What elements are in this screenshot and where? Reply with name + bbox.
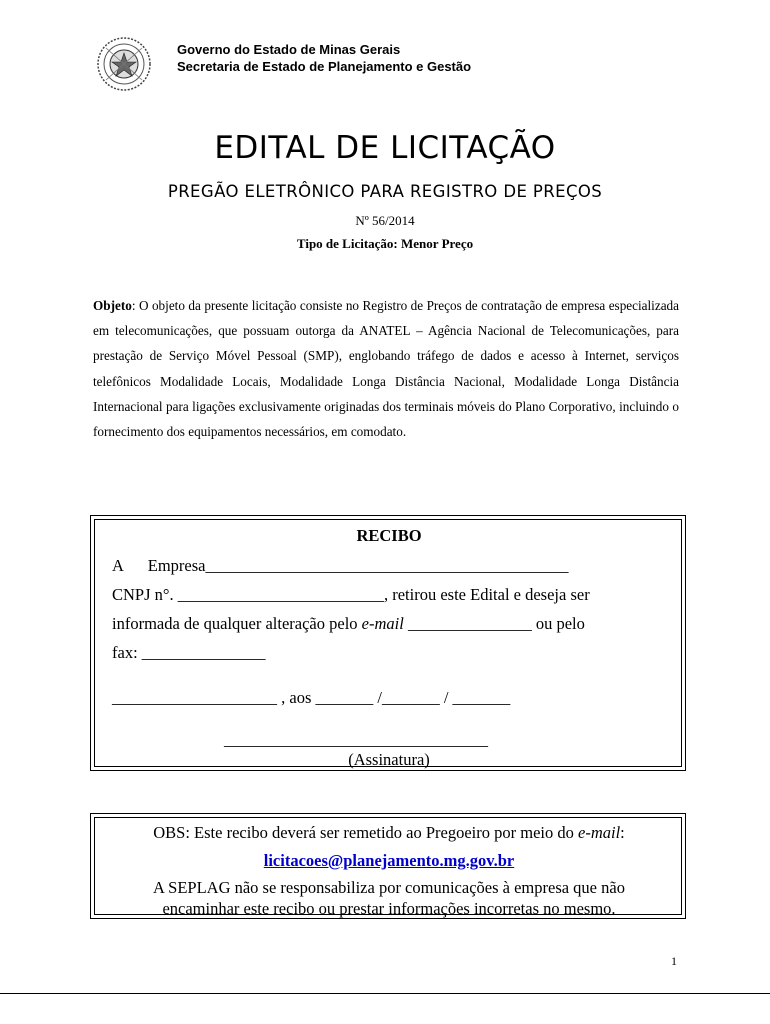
licitacao-type: Tipo de Licitação: Menor Preço xyxy=(296,236,474,251)
state-seal-icon xyxy=(96,36,152,92)
obs-email-line xyxy=(91,851,687,871)
recibo-signature-line: ________________________________ xyxy=(224,730,488,749)
recibo-assinatura-label: (Assinatura) xyxy=(348,750,430,769)
footer-divider xyxy=(0,993,770,994)
recibo-box xyxy=(90,515,686,771)
obs-email-link[interactable]: licitacoes@planejamento.mg.gov.br xyxy=(263,851,515,870)
obs-line-3: A SEPLAG não se responsabiliza por comunicações à empresa que não xyxy=(153,878,625,897)
obs-line-4: encaminhar este recibo ou prestar informações incorretas no mesmo. xyxy=(162,899,616,918)
recibo-email-pre: informada de qualquer alteração pelo xyxy=(112,614,362,633)
issuing-organization xyxy=(177,41,471,75)
objeto-text: : O objeto da presente licitação consiste no Registro de Preços de contratação de empresa especializada em telecomunicações, que possuam outorga da ANATEL – Agência Nacional de Telecomunicações, para prestação de Serviço Móvel Pessoal (SMP), englobando tráfego de dados e acesso à Internet, serviços telefônicos Modalidade Locais, Modalidade Longa Distância Nacional, Modalidade Longa Distância Internacional para ligações exclusivamente originadas dos terminais móveis do Plano Corporativo, incluindo o fornecimento dos equipamentos necessários, em comodato. xyxy=(93,298,679,440)
obs-line-1-post: : xyxy=(620,823,625,842)
page-number: 1 xyxy=(671,954,677,968)
objeto-label: Objeto xyxy=(93,298,132,313)
recibo-fax-line: fax: _______________ xyxy=(112,643,266,662)
org-line-secretariat: Secretaria de Estado de Planejamento e Gestão xyxy=(177,59,472,74)
recibo-empresa-line: A Empresa____________________________________________ xyxy=(112,556,569,575)
document-title: EDITAL DE LICITAÇÃO xyxy=(214,130,556,166)
objeto-paragraph xyxy=(93,293,679,444)
edital-number: Nº 56/2014 xyxy=(355,213,415,228)
document-subtitle: PREGÃO ELETRÔNICO PARA REGISTRO DE PREÇOS xyxy=(167,182,603,201)
obs-line-1 xyxy=(91,823,687,843)
recibo-email-post: _______________ ou pelo xyxy=(403,614,585,633)
recibo-date-line: ____________________ , aos _______ /_______ / _______ xyxy=(112,688,511,707)
recibo-email-line xyxy=(112,614,585,634)
obs-box xyxy=(90,813,686,919)
obs-line-1-pre: OBS: Este recibo deverá ser remetido ao Pregoeiro por meio do xyxy=(153,823,578,842)
obs-email-word: e-mail xyxy=(578,823,621,842)
recibo-email-word: e-mail xyxy=(361,614,404,633)
recibo-cnpj-line: CNPJ n°. _________________________, retirou este Edital e deseja ser xyxy=(112,585,590,604)
org-line-government: Governo do Estado de Minas Gerais xyxy=(177,42,401,57)
recibo-title: RECIBO xyxy=(356,526,422,545)
